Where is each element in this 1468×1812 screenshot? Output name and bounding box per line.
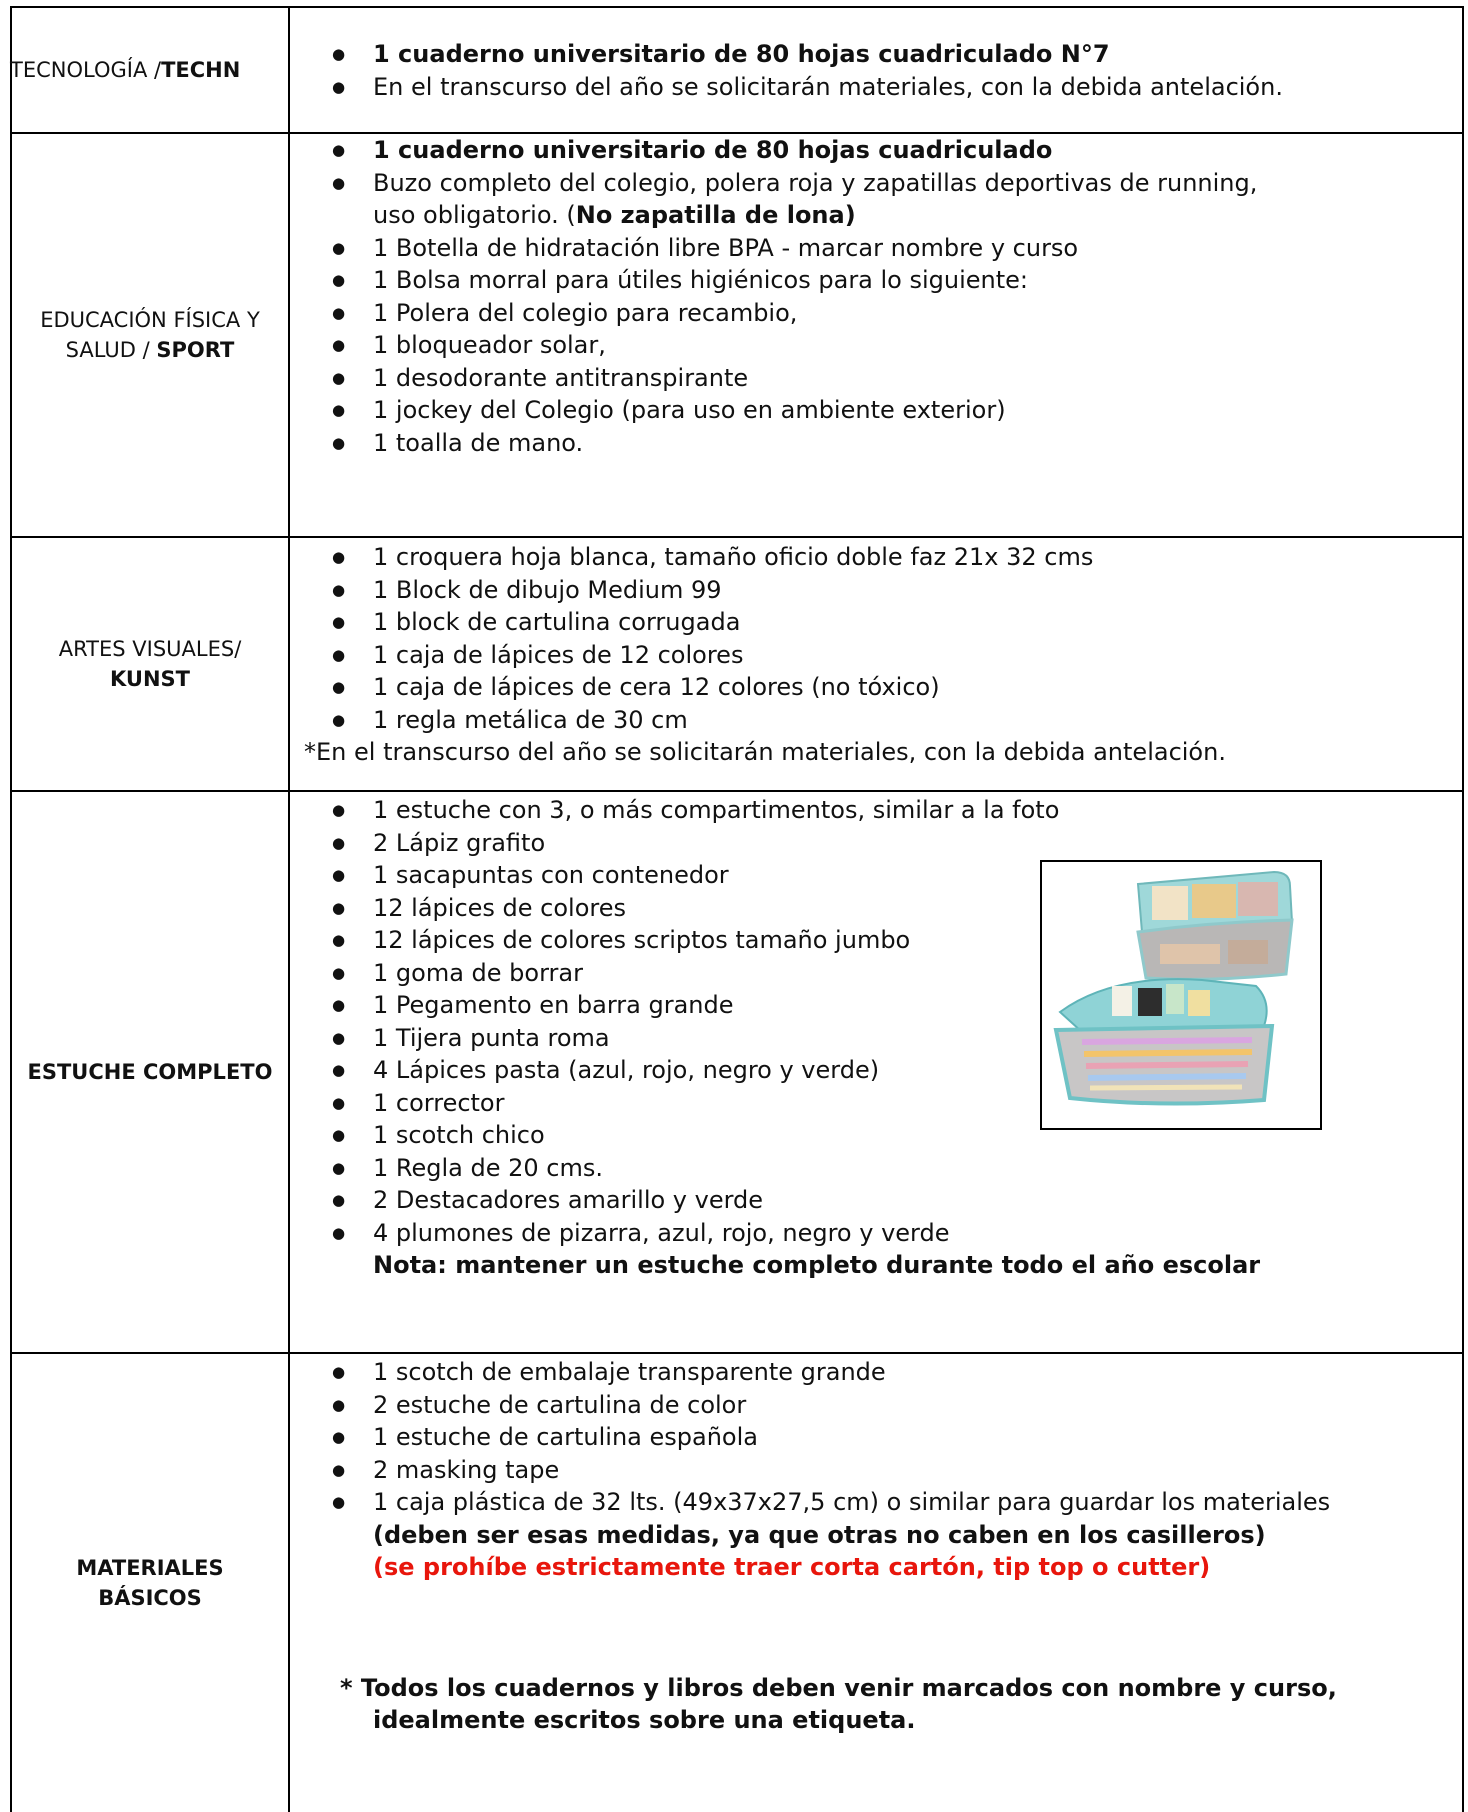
list-item: ● 2 estuche de cartulina de color xyxy=(302,1389,1462,1422)
item-list xyxy=(302,134,1462,459)
content-cell xyxy=(294,541,1462,769)
list-item: ● 1 caja de lápices de 12 colores xyxy=(302,639,1462,672)
subject-label xyxy=(59,634,242,694)
list-item-continuation: uso obligatorio. (No zapatilla de lona) xyxy=(373,201,856,229)
warning-text: (se prohíbe estrictamente traer corta cartón, tip top o cutter) xyxy=(373,1553,1211,1581)
footnote-line-2: idealmente escritos sobre una etiqueta. xyxy=(373,1706,916,1734)
list-item: ● 1 Regla de 20 cms. xyxy=(302,1152,1462,1185)
list-item: ● 1 toalla de mano. xyxy=(302,427,1462,460)
subject-cell xyxy=(12,134,290,536)
list-item: ● 1 corrector xyxy=(302,1087,1462,1120)
list-item: ● 2 Destacadores amarillo y verde xyxy=(302,1184,1462,1217)
subject-cell xyxy=(12,8,290,132)
row-estuche-completo xyxy=(10,792,1464,1354)
list-item: ● 1 regla metálica de 30 cm xyxy=(302,704,1462,737)
subject-label xyxy=(10,55,240,85)
subject-cell xyxy=(12,538,290,790)
list-item: ● 1 estuche con 3, o más compartimentos, similar a la foto xyxy=(302,794,1462,827)
item-list xyxy=(302,1356,1462,1519)
list-item: ● 1 caja de lápices de cera 12 colores (no tóxico) xyxy=(302,671,1462,704)
content-cell xyxy=(302,1356,1462,1737)
list-item: ● 1 Pegamento en barra grande xyxy=(302,989,1462,1022)
subject-code: SPORT xyxy=(156,338,235,362)
note-text: *En el transcurso del año se solicitarán materiales, con la debida antelación. xyxy=(304,738,1226,766)
pencil-case-photo xyxy=(1040,860,1322,1130)
row-artes-visuales xyxy=(10,538,1464,792)
list-item: ● 1 bloqueador solar, xyxy=(302,329,1462,362)
row-materiales-basicos xyxy=(10,1354,1464,1812)
subject-text-line2: SALUD / SPORT xyxy=(65,338,235,362)
subject-label: MATERIALES BÁSICOS xyxy=(76,1556,224,1610)
list-item: ● Buzo completo del colegio, polera roja y zapatillas deportivas de running, xyxy=(302,167,1462,200)
row-tecnologia xyxy=(10,8,1464,134)
footnote-line-1: * Todos los cuadernos y libros deben venir marcados con nombre y curso, xyxy=(340,1673,1337,1702)
content-cell xyxy=(302,38,1462,103)
list-item: ● 1 scotch chico xyxy=(302,1119,1462,1152)
list-item: ● 1 Tijera punta roma xyxy=(302,1022,1462,1055)
list-item: ● 2 Lápiz grafito xyxy=(302,827,1462,860)
list-item: ● 12 lápices de colores xyxy=(302,892,1462,925)
list-item: ● 1 Polera del colegio para recambio, xyxy=(302,297,1462,330)
list-item: ● 1 caja plástica de 32 lts. (49x37x27,5 cm) o similar para guardar los materiales xyxy=(302,1486,1462,1519)
subject-label: ESTUCHE COMPLETO xyxy=(27,1060,273,1084)
subject-code: KUNST xyxy=(110,667,190,691)
row-educacion-fisica xyxy=(10,134,1464,538)
list-item: ● 1 sacapuntas con contenedor xyxy=(302,859,1462,892)
list-item: ● 1 croquera hoja blanca, tamaño oficio doble faz 21x 32 cms xyxy=(302,541,1462,574)
list-item: ● 1 block de cartulina corrugada xyxy=(302,606,1462,639)
list-item: ● 1 scotch de embalaje transparente grande xyxy=(302,1356,1462,1389)
subject-cell xyxy=(12,1354,290,1812)
list-item: ● 2 masking tape xyxy=(302,1454,1462,1487)
pencil-case-image xyxy=(1042,862,1320,1128)
subject-text: EDUCACIÓN FÍSICA Y xyxy=(40,308,260,332)
list-item: ● En el transcurso del año se solicitarán materiales, con la debida antelación. xyxy=(302,71,1462,104)
item-list xyxy=(302,541,1462,736)
subject-text: ARTES VISUALES/ xyxy=(58,637,242,661)
list-item: ● 12 lápices de colores scriptos tamaño jumbo xyxy=(302,924,1462,957)
item-list xyxy=(302,38,1462,103)
content-cell xyxy=(302,134,1462,459)
subject-text: TECNOLOGÍA / xyxy=(10,58,162,82)
list-item: ● 1 desodorante antitranspirante xyxy=(302,362,1462,395)
list-item: ● 1 goma de borrar xyxy=(302,957,1462,990)
list-item: ● 1 estuche de cartulina española xyxy=(302,1421,1462,1454)
list-item: ● 1 Botella de hidratación libre BPA - marcar nombre y curso xyxy=(302,232,1462,265)
subject-cell xyxy=(12,792,290,1352)
note-text: (deben ser esas medidas, ya que otras no caben en los casilleros) xyxy=(373,1520,1266,1549)
list-item: ● 4 Lápices pasta (azul, rojo, negro y verde) xyxy=(302,1054,1462,1087)
note-text: Nota: mantener un estuche completo durante todo el año escolar xyxy=(373,1251,1261,1279)
list-item: ● 1 cuaderno universitario de 80 hojas cuadriculado xyxy=(302,134,1462,167)
list-item: ● 1 jockey del Colegio (para uso en ambiente exterior) xyxy=(302,394,1462,427)
list-item: ● 4 plumones de pizarra, azul, rojo, negro y verde xyxy=(302,1217,1462,1250)
subject-label xyxy=(40,305,260,365)
subject-code: TECHN xyxy=(161,58,241,82)
list-item: ● 1 Block de dibujo Medium 99 xyxy=(302,574,1462,607)
list-item: ● 1 Bolsa morral para útiles higiénicos para lo siguiente: xyxy=(302,264,1462,297)
list-item: ● 1 cuaderno universitario de 80 hojas cuadriculado N°7 xyxy=(302,38,1462,71)
